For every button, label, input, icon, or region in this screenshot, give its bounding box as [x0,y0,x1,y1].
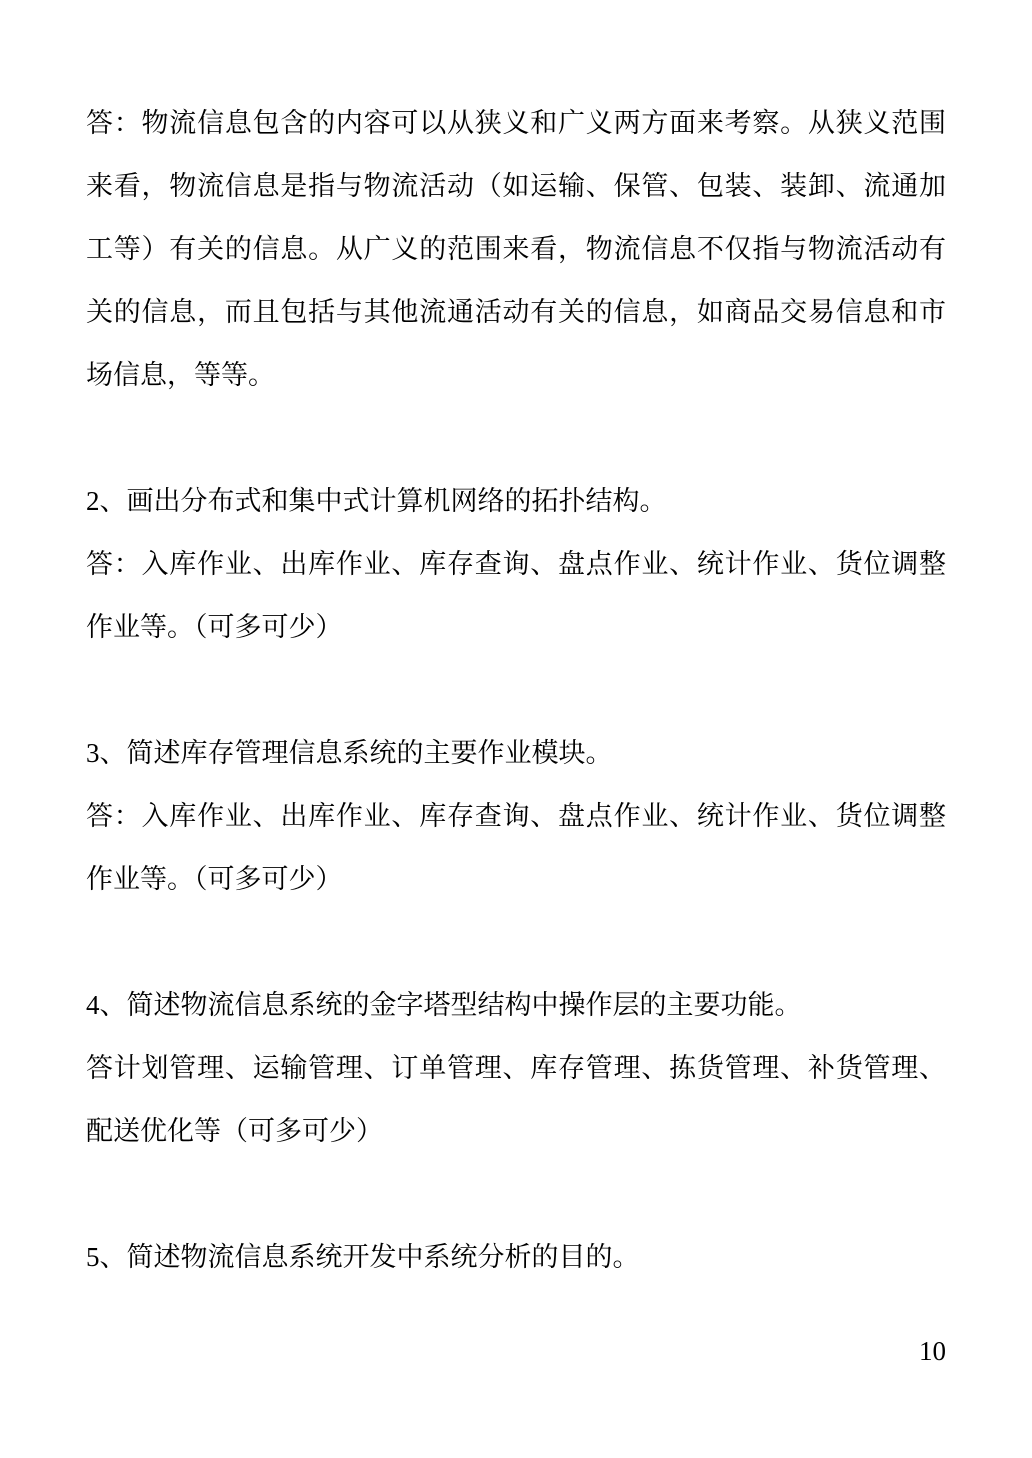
answer-line: 答：入库作业、出库作业、库存查询、盘点作业、统计作业、货位调整 [86,801,946,831]
page-number: 10 [919,1336,946,1366]
question-line: 3、简述库存管理信息系统的主要作业模块。 [86,738,613,768]
question-4-block [86,974,946,1163]
text-line: 场信息，等等。 [86,360,275,390]
question-3-block [86,722,946,911]
answer-paragraph-q1 [86,92,946,407]
answer-line: 作业等。（可多可少） [86,864,343,894]
answer-line: 答：入库作业、出库作业、库存查询、盘点作业、统计作业、货位调整 [86,549,946,579]
question-line: 5、简述物流信息系统开发中系统分析的目的。 [86,1242,640,1272]
question-line: 2、画出分布式和集中式计算机网络的拓扑结构。 [86,486,667,516]
answer-line: 配送优化等（可多可少） [86,1116,383,1146]
text-line: 关的信息，而且包括与其他流通活动有关的信息，如商品交易信息和市 [86,297,946,327]
text-line: 答：物流信息包含的内容可以从狭义和广义两方面来考察。从狭义范围 [86,108,946,138]
text-line: 工等）有关的信息。从广义的范围来看，物流信息不仅指与物流活动有 [86,234,946,264]
answer-line: 作业等。（可多可少） [86,612,343,642]
answer-line: 答计划管理、运输管理、订单管理、库存管理、拣货管理、补货管理、 [86,1053,946,1083]
page-content [86,92,946,1352]
question-line: 4、简述物流信息系统的金字塔型结构中操作层的主要功能。 [86,990,802,1020]
text-line: 来看，物流信息是指与物流活动（如运输、保管、包装、装卸、流通加 [86,171,946,201]
question-5-block [86,1226,946,1289]
question-2-block [86,470,946,659]
